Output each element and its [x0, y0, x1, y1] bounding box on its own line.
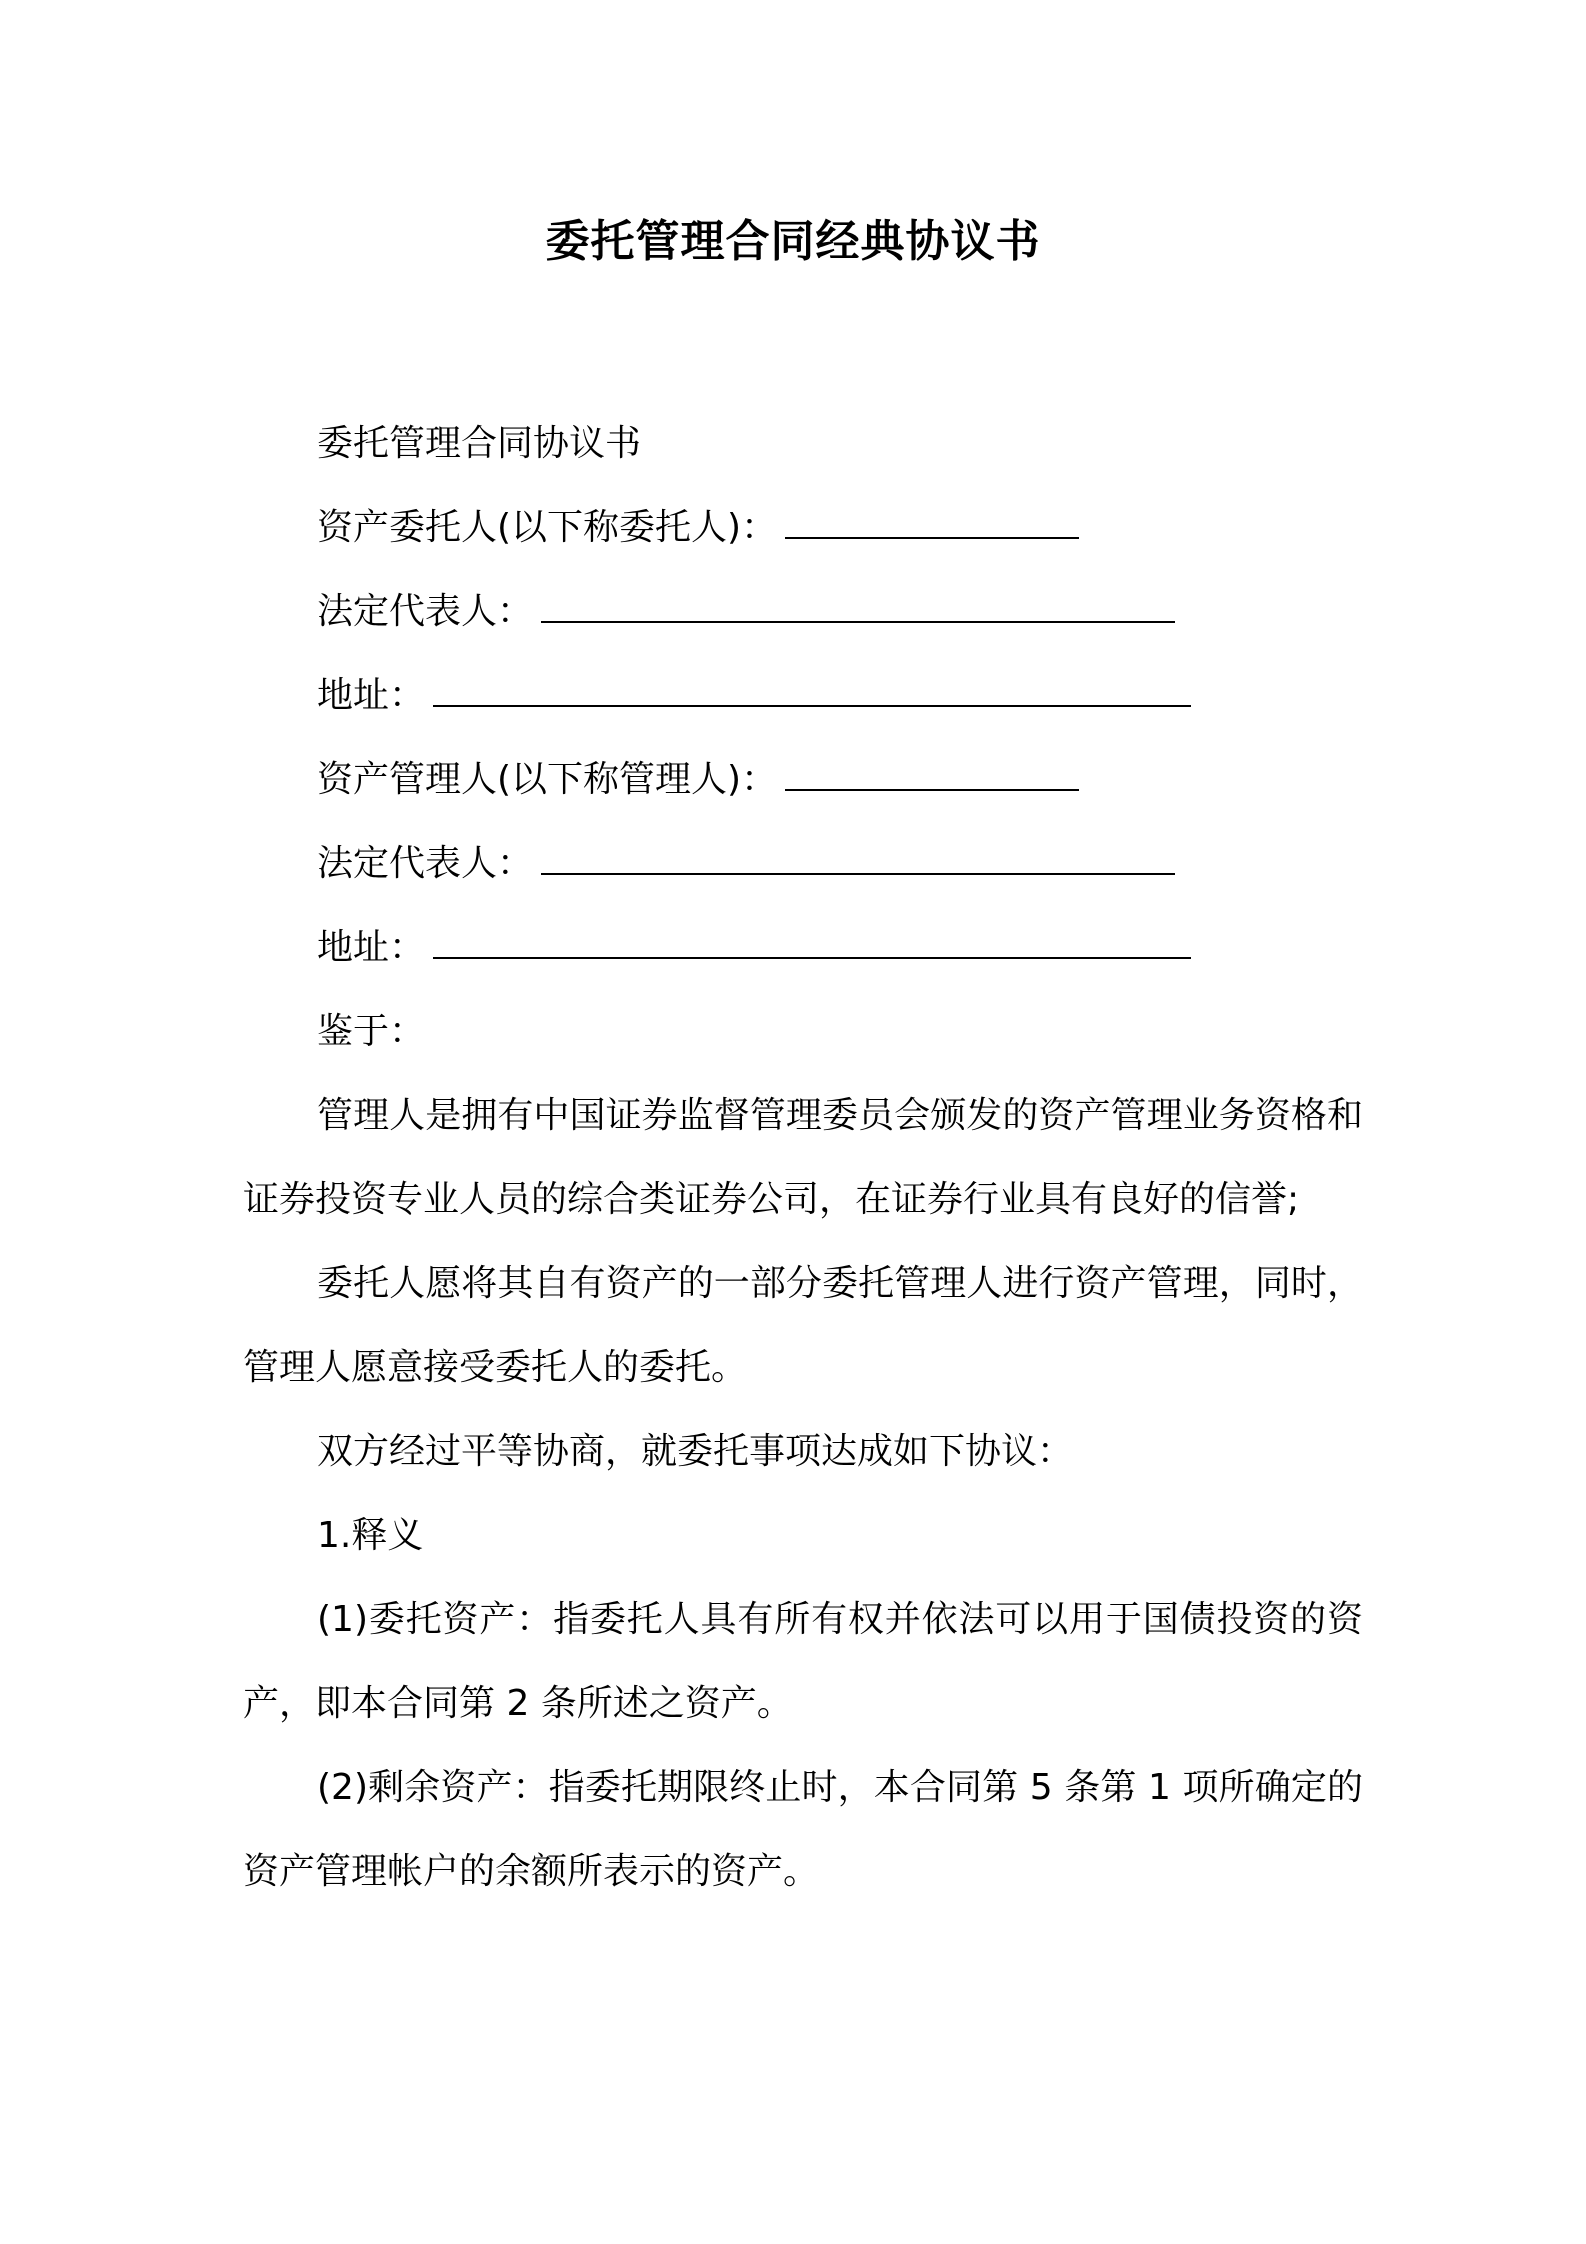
entrustor-address-label: 地址： — [317, 675, 426, 716]
manager-address-line — [243, 906, 1363, 990]
entrustor-blank — [785, 507, 1079, 539]
manager-rep-blank — [541, 843, 1175, 875]
entrustor-rep-blank — [541, 591, 1175, 623]
agreement-intro: 双方经过平等协商，就委托事项达成如下协议： — [317, 1431, 1074, 1472]
manager-rep-line — [243, 822, 1363, 906]
whereas-paragraph-2: 委托人愿将其自有资产的一部分委托管理人进行资产管理，同时，管理人愿意接受委托人的委托。 — [243, 1263, 1363, 1388]
manager-line — [243, 738, 1363, 822]
entrustor-address-blank — [433, 675, 1191, 707]
document-title: 委托管理合同经典协议书 — [545, 216, 1041, 267]
document-subtitle — [243, 402, 1363, 486]
entrustor-rep-line — [243, 570, 1363, 654]
entrustor-rep-label: 法定代表人： — [317, 591, 534, 632]
manager-label: 资产管理人(以下称管理人)： — [317, 759, 778, 800]
entrustor-address-line — [243, 654, 1363, 738]
definition-2: (2)剩余资产：指委托期限终止时，本合同第 5 条第 1 项所确定的资产管理帐户的余额所表示的资产。 — [243, 1767, 1363, 1892]
entrustor-line — [243, 486, 1363, 570]
subtitle-text: 委托管理合同协议书 — [317, 423, 642, 464]
manager-address-blank — [433, 927, 1191, 959]
whereas-line — [243, 990, 1363, 1074]
section-heading-text: 1.释义 — [317, 1515, 424, 1556]
document-body — [243, 402, 1363, 1914]
manager-blank — [785, 759, 1079, 791]
definition-1: (1)委托资产：指委托人具有所有权并依法可以用于国债投资的资产，即本合同第 2 条所述之资产。 — [243, 1599, 1363, 1724]
manager-rep-label: 法定代表人： — [317, 843, 534, 884]
whereas-label: 鉴于： — [317, 1011, 426, 1052]
section-1-heading — [243, 1494, 1363, 1578]
whereas-paragraph-1: 管理人是拥有中国证券监督管理委员会颁发的资产管理业务资格和证券投资专业人员的综合类证券公司，在证券行业具有良好的信誉; — [243, 1095, 1363, 1220]
manager-address-label: 地址： — [317, 927, 426, 968]
entrustor-label: 资产委托人(以下称委托人)： — [317, 507, 778, 548]
